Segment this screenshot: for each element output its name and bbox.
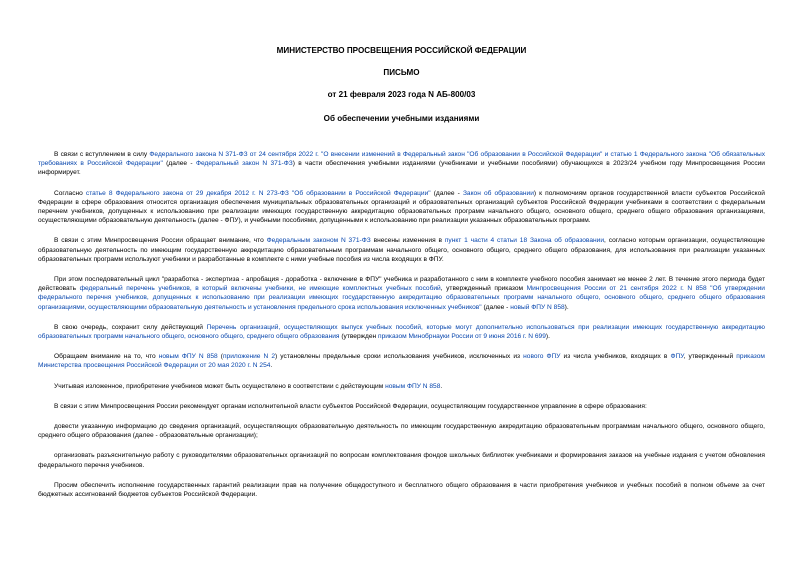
- paragraph-9: довести указанную информацию до сведения организаций, осуществляющих образовательную деятельность по имеющим государственную аккредитацию образовательным программам начального общего, основного общего, среднего общего образования (далее - образовательные организации);: [38, 423, 765, 440]
- paragraph-text: ) в части обеспечения учебными изданиями (учебниками и учебными пособиями) обучающихся в 2023/24 учебном году Минпросвещения России информирует.: [38, 160, 765, 177]
- document-subject: Об обеспечении учебными изданиями: [323, 114, 480, 123]
- new-fpu-858-link-2[interactable]: новым ФПУ N 858: [158, 353, 218, 361]
- law-371-link[interactable]: Федерального закона N 371-ФЗ от 24 сентября 2022 г. "О внесении изменений в Федеральный закон "Об образовании в Российской Федерации" и статью 1 Федерального закона "Об обязательных требованиях в Российской Федерации": [38, 151, 765, 168]
- paragraph-text: Согласно: [54, 189, 86, 197]
- federal-list-link[interactable]: федеральный перечень учебников, в который включены учебники, не имеющие комплектных учебных пособий: [79, 285, 441, 293]
- paragraph-4: [38, 275, 765, 312]
- paragraph-text: из числа учебников, входящих в: [560, 353, 671, 361]
- paragraph-11: Просим обеспечить исполнение государственных гарантий реализации прав на получение общедоступного и бесплатного общего образования в части приобретения учебников и учебных пособий в полном объеме за счет бюджетных ассигнований бюджетов субъектов Российской Федерации.: [38, 481, 765, 499]
- paragraph-text: , согласно которым организации, осуществляющие образовательную деятельность по имеющим государственную аккредитацию образовательным программам начального общего, основного общего, среднего общего образования, для использования при реализации указанных образовательных программ используют учебники и разработанные в комплекте с ними учебные пособия из числа входящих в ФПУ.: [38, 237, 765, 263]
- paragraph-text: В связи с этим Минпросвещения России обращает внимание, что: [54, 237, 267, 245]
- paragraph-text: В связи с вступлением в силу: [54, 151, 150, 158]
- document-type: ПИСЬМО: [383, 68, 420, 77]
- paragraph-5: [38, 323, 765, 341]
- paragraph-6: [38, 352, 765, 370]
- document-date-number: от 21 февраля 2023 года N АБ-800/03: [327, 90, 476, 99]
- paragraph-text: ).: [564, 303, 569, 311]
- education-law-link[interactable]: Закон об образовании: [462, 189, 534, 197]
- paragraph-text: (далее -: [430, 189, 463, 197]
- paragraph-text: (далее -: [481, 303, 511, 311]
- paragraph-1: [38, 150, 765, 178]
- article-8-link[interactable]: статье 8 Федерального закона от 29 декабря 2012 г. N 273-ФЗ "Об образовании в Российской Федерации": [85, 189, 431, 197]
- new-fpu-858-link[interactable]: новый ФПУ N 858: [510, 303, 565, 311]
- paragraph-text: Учитывая изложенное, приобретение учебников может быть осуществлено в соответствии с действующим: [54, 382, 386, 390]
- paragraph-text: внесены изменения в: [370, 237, 445, 245]
- publishers-list-link[interactable]: Перечень организаций, осуществляющих выпуск учебных пособий, которые могут дополнительно использоваться при реализации имеющих государственную аккредитацию образовательных программ начального общего, основного общего, среднего общего образования: [38, 323, 765, 341]
- paragraph-text: ) к полномочиям органов государственной власти субъектов Российской Федерации в сфере образования относится организация обеспечения муниципальных образовательных организаций и образовательных организаций субъектов Российской Федерации учебниками в соответствии с федеральным перечнем учебников, допущенных к использованию при реализации имеющих государственную аккредитацию образовательных программ начального общего, основного общего, среднего общего образования организациями, осуществляющими образовательную деятельность (далее - ФПУ), и учебными пособиями, допущенными к использованию при реализации указанных образовательных программ.: [38, 189, 765, 225]
- paragraph-2: [38, 189, 765, 226]
- paragraph-text: ) установлены предельные сроки использования учебников, исключенных из: [275, 353, 524, 361]
- paragraph-text: Обращаем внимание на то, что: [54, 353, 159, 361]
- paragraph-text: (утвержден: [339, 333, 379, 341]
- paragraph-text: (: [217, 353, 223, 361]
- new-fpu-link[interactable]: нового ФПУ: [523, 353, 561, 361]
- paragraph-text: .: [270, 362, 273, 370]
- paragraph-text: , утвержденный приказом: [440, 285, 527, 293]
- paragraph-text: При этом последовательный цикл "разработка - экспертиза - апробация - доработка - включение в ФПУ" учебника и разработанного с ним в комплекте учебного пособия занимает не менее 2 лет. В течение этого периода будет действовать: [38, 276, 765, 293]
- paragraph-text: (далее -: [162, 160, 196, 168]
- order-699-link[interactable]: приказом Минобрнауки России от 9 июня 2016 г. N 699: [378, 333, 546, 341]
- paragraph-3: [38, 236, 765, 264]
- ministry-title: МИНИСТЕРСТВО ПРОСВЕЩЕНИЯ РОССИЙСКОЙ ФЕДЕРАЦИИ: [276, 46, 527, 55]
- paragraph-8: В связи с этим Минпросвещения России рекомендует органам исполнительной власти субъектов Российской Федерации, осуществляющим государственное управление в сфере образования:: [54, 402, 647, 410]
- paragraph-10: организовать разъяснительную работу с руководителями образовательных организаций по вопросам комплектования фондов школьных библиотек учебниками и формирования заказов на учебные издания с учетом обновления федерального перечня учебников.: [38, 452, 765, 469]
- paragraph-text: , утвержденный: [683, 353, 737, 361]
- paragraph-7: [38, 382, 765, 391]
- order-254-link[interactable]: приказом Министерства просвещения Российской Федерации от 20 мая 2020 г. N 254: [38, 353, 765, 370]
- law-371-link-2[interactable]: Федеральным законом N 371-ФЗ: [266, 237, 371, 245]
- new-fpu-858-link-3[interactable]: новым ФПУ N 858: [385, 382, 441, 390]
- paragraph-text: В свою очередь, сохранит силу действующий: [54, 323, 207, 331]
- article-18-link[interactable]: пункт 1 части 4 статьи 18 Закона об образовании: [444, 237, 605, 245]
- order-858-link[interactable]: Минпросвещения России от 21 сентября 2022 г. N 858 "Об утверждении федерального перечня учебников, допущенных к использованию при реализации имеющих государственную аккредитацию образовательных программ начального общего, основного общего, среднего общего образования организациями, осуществляющими образовательную деятельность и установления предельного срока использования исключенных учебников": [38, 285, 765, 311]
- fpu-link[interactable]: ФПУ: [670, 353, 684, 361]
- letter-body: [38, 150, 765, 499]
- appendix-2-link[interactable]: приложение N 2: [222, 353, 276, 361]
- paragraph-text: ).: [545, 333, 550, 341]
- paragraph-text: .: [440, 382, 443, 390]
- law-371-short-link[interactable]: Федеральный закон N 371-ФЗ: [195, 160, 293, 168]
